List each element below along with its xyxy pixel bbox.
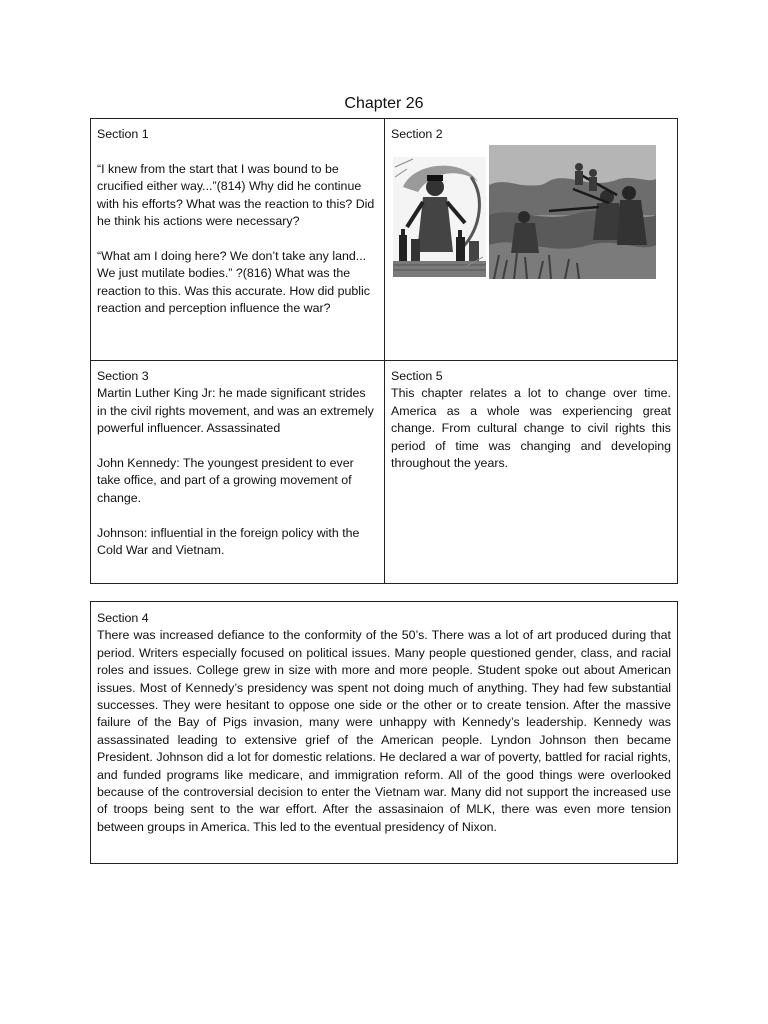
section-2-heading: Section 2 [391,127,443,141]
section-3-heading: Section 3 [97,369,149,383]
section-2-cell [385,119,677,361]
section-1-paragraph-2: “What am I doing here? We don’t take any land... We just mutilate bodies.” ?(816) What was the reaction to this. Was this accurate. How did public reaction and perception influence the war? [97,248,370,316]
section-3-cell [91,361,385,583]
section-3-paragraph-2: John Kennedy: The youngest president to ever take office, and part of a growing movement of change. [97,456,354,505]
sections-grid [90,118,678,584]
section-4-paragraph-1: There was increased defiance to the conformity of the 50’s. There was a lot of art produced during that period. Writers especially focused on political issues. Many people questioned gender, class, and racial roles and issues. College grew in size with more and more people. Student spoke out about American issues. Most of Kennedy’s presidency was spent not doing much of anything. They had few substantial successes. They were hesitant to oppose one side or the other or to create tension. After the massive failure of the Bay of Pigs invasion, many were unhappy with Kennedy’s leadership. Kennedy was assassinated leading to extensive grief of the American people. Lyndon Johnson then became President. Johnson did a lot for domestic relations. He declared a war of poverty, battled for racial rights, and funded programs like medicare, and immigration reform. All of the good things were overlooked because of the controversial decision to enter the Vietnam war. Many did not support the increased use of troops being sent to the war effort. After the assasinaion of MLK, there was even more tension between groups in America. This led to the eventual presidency of Nixon. [97,628,671,834]
section-4-box [90,601,678,864]
section-5-paragraph-1: This chapter relates a lot to change over time. America as a whole was experiencing great change. From cultural change to civil rights this period of time was changing and developing throughout the years. [391,386,671,471]
section-5-cell [385,361,677,583]
section-1-cell [91,119,385,361]
page-title: Chapter 26 [344,95,424,112]
section-1-paragraph-1: “I knew from the start that I was bound to be crucified either way...”(814) Why did he continue with his efforts? What was the reaction to this? Did he think his actions were necessary? [97,161,375,229]
political-cartoon-image [393,157,486,277]
section-4-heading: Section 4 [97,611,149,625]
section-3-paragraph-3: Johnson: influential in the foreign policy with the Cold War and Vietnam. [97,525,360,558]
section-1-heading: Section 1 [97,127,149,141]
section-3-paragraph-1: Martin Luther King Jr: he made significant strides in the civil rights movement, and was an extremely powerful influencer. Assassinated [97,386,374,436]
vietnam-soldiers-photo [489,145,656,279]
section-5-heading: Section 5 [391,369,443,383]
